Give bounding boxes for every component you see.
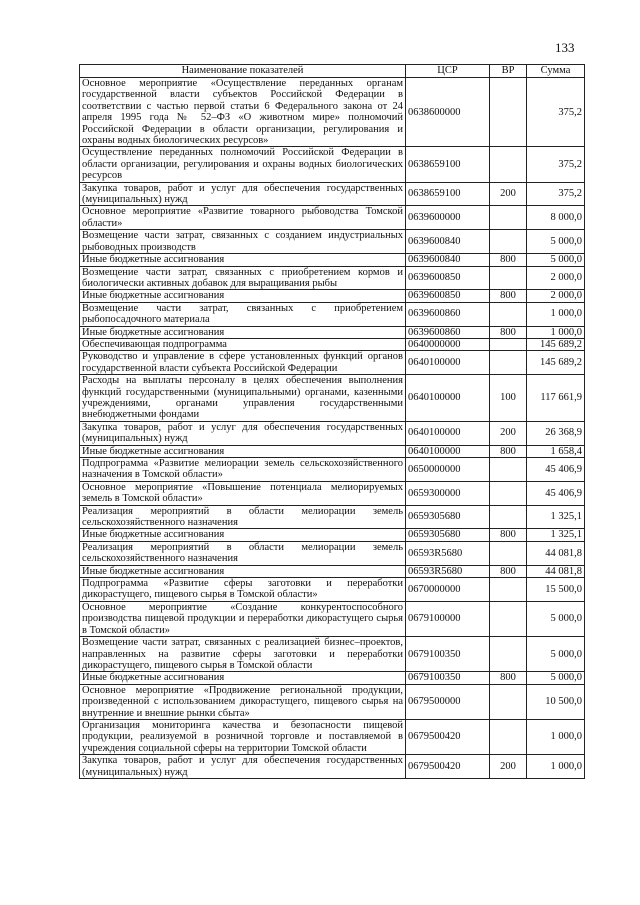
cell-sum: 2 000,0 bbox=[527, 266, 585, 290]
cell-sum: 5 000,0 bbox=[527, 637, 585, 672]
cell-vr bbox=[490, 601, 527, 636]
cell-csr: 0639600840 bbox=[406, 230, 490, 254]
cell-sum: 1 000,0 bbox=[527, 719, 585, 754]
cell-sum: 1 325,1 bbox=[527, 505, 585, 529]
header-csr: ЦСР bbox=[406, 65, 490, 78]
cell-vr: 800 bbox=[490, 445, 527, 457]
cell-vr bbox=[490, 302, 527, 326]
cell-vr bbox=[490, 684, 527, 719]
cell-sum: 8 000,0 bbox=[527, 206, 585, 230]
cell-vr bbox=[490, 481, 527, 505]
table-row bbox=[80, 338, 585, 350]
cell-sum: 5 000,0 bbox=[527, 601, 585, 636]
table-row bbox=[80, 481, 585, 505]
cell-name: Иные бюджетные ассигнования bbox=[80, 290, 406, 302]
cell-sum: 5 000,0 bbox=[527, 230, 585, 254]
table-row bbox=[80, 541, 585, 565]
cell-name: Основное мероприятие «Создание конкурентоспособного производства пищевой продукции и переработки дикорастущего сырья в Томской области» bbox=[80, 601, 406, 636]
cell-name: Возмещение части затрат, связанных с приобретением кормов и биологически активных добавок для выращивания рыбы bbox=[80, 266, 406, 290]
cell-csr: 0638659100 bbox=[406, 147, 490, 182]
cell-csr: 0659305680 bbox=[406, 529, 490, 541]
table-row bbox=[80, 266, 585, 290]
cell-name: Возмещение части затрат, связанных с созданием индустриальных рыбоводных производств bbox=[80, 230, 406, 254]
cell-csr: 0679500420 bbox=[406, 755, 490, 779]
cell-vr: 800 bbox=[490, 326, 527, 338]
cell-name: Иные бюджетные ассигнования bbox=[80, 565, 406, 577]
table-row bbox=[80, 684, 585, 719]
cell-sum: 117 661,9 bbox=[527, 375, 585, 422]
table-body bbox=[80, 78, 585, 779]
cell-sum: 5 000,0 bbox=[527, 254, 585, 266]
cell-sum: 145 689,2 bbox=[527, 351, 585, 375]
cell-name: Основное мероприятие «Продвижение региональной продукции, произведенной с использованием дикорастущего, пищевого сырья на внутренние и внешние рынки сбыта» bbox=[80, 684, 406, 719]
cell-name: Организация мониторинга качества и безопасности пищевой продукции, реализуемой в розничной торговле и поставляемой в учреждения социальной сферы на территории Томской области bbox=[80, 719, 406, 754]
header-sum: Сумма bbox=[527, 65, 585, 78]
cell-csr: 0679100350 bbox=[406, 637, 490, 672]
cell-sum: 375,2 bbox=[527, 78, 585, 147]
cell-csr: 0670000000 bbox=[406, 578, 490, 602]
cell-name: Иные бюджетные ассигнования bbox=[80, 254, 406, 266]
cell-name: Закупка товаров, работ и услуг для обеспечения государственных (муниципальных) нужд bbox=[80, 755, 406, 779]
cell-sum: 44 081,8 bbox=[527, 565, 585, 577]
cell-name: Иные бюджетные ассигнования bbox=[80, 672, 406, 684]
cell-name: Подпрограмма «Развитие мелиорации земель сельскохозяйственного назначения в Томской области» bbox=[80, 458, 406, 482]
cell-csr: 0659305680 bbox=[406, 505, 490, 529]
cell-name: Иные бюджетные ассигнования bbox=[80, 326, 406, 338]
cell-csr: 0638600000 bbox=[406, 78, 490, 147]
cell-vr bbox=[490, 541, 527, 565]
cell-vr: 800 bbox=[490, 254, 527, 266]
cell-name: Расходы на выплаты персоналу в целях обеспечения выполнения функций государственными (муниципальными) органами, казенными учреждениями, органами управления государственными внебюджетными фондами bbox=[80, 375, 406, 422]
cell-name: Подпрограмма «Развитие сферы заготовки и переработки дикорастущего, пищевого сырья в Томской области» bbox=[80, 578, 406, 602]
cell-csr: 0640100000 bbox=[406, 421, 490, 445]
cell-csr: 0679100000 bbox=[406, 601, 490, 636]
cell-sum: 45 406,9 bbox=[527, 458, 585, 482]
cell-vr bbox=[490, 578, 527, 602]
cell-sum: 2 000,0 bbox=[527, 290, 585, 302]
cell-csr: 0639600860 bbox=[406, 302, 490, 326]
cell-vr: 800 bbox=[490, 529, 527, 541]
cell-csr: 06593R5680 bbox=[406, 541, 490, 565]
table-row bbox=[80, 529, 585, 541]
cell-csr: 0639600860 bbox=[406, 326, 490, 338]
table-row bbox=[80, 375, 585, 422]
cell-vr: 100 bbox=[490, 375, 527, 422]
cell-name: Осуществление переданных полномочий Российской Федерации в области организации, регулирования и охраны водных биологических ресурсов bbox=[80, 147, 406, 182]
cell-vr bbox=[490, 78, 527, 147]
table-row bbox=[80, 206, 585, 230]
cell-name: Основное мероприятие «Повышение потенциала мелиорируемых земель в Томской области» bbox=[80, 481, 406, 505]
table-row bbox=[80, 78, 585, 147]
table-row bbox=[80, 302, 585, 326]
cell-csr: 0639600850 bbox=[406, 266, 490, 290]
table-row bbox=[80, 421, 585, 445]
cell-csr: 0640000000 bbox=[406, 338, 490, 350]
table-row bbox=[80, 351, 585, 375]
cell-csr: 0650000000 bbox=[406, 458, 490, 482]
cell-name: Реализация мероприятий в области мелиорации земель сельскохозяйственного назначения bbox=[80, 541, 406, 565]
cell-vr bbox=[490, 351, 527, 375]
cell-csr: 0640100000 bbox=[406, 445, 490, 457]
cell-sum: 1 325,1 bbox=[527, 529, 585, 541]
table-row bbox=[80, 326, 585, 338]
cell-vr: 800 bbox=[490, 565, 527, 577]
cell-vr bbox=[490, 637, 527, 672]
table-row bbox=[80, 601, 585, 636]
table-row bbox=[80, 445, 585, 457]
table-row bbox=[80, 565, 585, 577]
cell-sum: 375,2 bbox=[527, 147, 585, 182]
cell-csr: 0679100350 bbox=[406, 672, 490, 684]
table-row bbox=[80, 672, 585, 684]
cell-name: Возмещение части затрат, связанных с реализацией бизнес–проектов, направленных на развитие сферы заготовки и переработки дикорастущего, пищевого сырья в Томской области bbox=[80, 637, 406, 672]
cell-vr bbox=[490, 338, 527, 350]
cell-sum: 15 500,0 bbox=[527, 578, 585, 602]
table-row bbox=[80, 637, 585, 672]
cell-vr: 200 bbox=[490, 182, 527, 206]
cell-csr: 0679500000 bbox=[406, 684, 490, 719]
cell-name: Руководство и управление в сфере установленных функций органов государственной власти субъекта Российской Федерации bbox=[80, 351, 406, 375]
table-row bbox=[80, 719, 585, 754]
header-name: Наименование показателей bbox=[80, 65, 406, 78]
cell-vr bbox=[490, 505, 527, 529]
cell-sum: 1 000,0 bbox=[527, 755, 585, 779]
cell-name: Иные бюджетные ассигнования bbox=[80, 529, 406, 541]
cell-csr: 0639600000 bbox=[406, 206, 490, 230]
cell-vr: 800 bbox=[490, 672, 527, 684]
table-row bbox=[80, 578, 585, 602]
cell-vr bbox=[490, 266, 527, 290]
cell-csr: 06593R5680 bbox=[406, 565, 490, 577]
cell-sum: 26 368,9 bbox=[527, 421, 585, 445]
cell-csr: 0640100000 bbox=[406, 351, 490, 375]
cell-sum: 1 658,4 bbox=[527, 445, 585, 457]
cell-csr: 0659300000 bbox=[406, 481, 490, 505]
cell-sum: 1 000,0 bbox=[527, 302, 585, 326]
cell-vr bbox=[490, 719, 527, 754]
budget-table bbox=[79, 64, 585, 779]
table-row bbox=[80, 254, 585, 266]
cell-csr: 0638659100 bbox=[406, 182, 490, 206]
cell-vr: 800 bbox=[490, 290, 527, 302]
cell-sum: 10 500,0 bbox=[527, 684, 585, 719]
page-number: 133 bbox=[555, 40, 575, 55]
cell-sum: 375,2 bbox=[527, 182, 585, 206]
table-row bbox=[80, 147, 585, 182]
cell-sum: 45 406,9 bbox=[527, 481, 585, 505]
cell-csr: 0639600840 bbox=[406, 254, 490, 266]
cell-sum: 5 000,0 bbox=[527, 672, 585, 684]
cell-name: Обеспечивающая подпрограмма bbox=[80, 338, 406, 350]
cell-csr: 0639600850 bbox=[406, 290, 490, 302]
cell-csr: 0679500420 bbox=[406, 719, 490, 754]
table-row bbox=[80, 230, 585, 254]
cell-sum: 145 689,2 bbox=[527, 338, 585, 350]
cell-name: Закупка товаров, работ и услуг для обеспечения государственных (муниципальных) нужд bbox=[80, 421, 406, 445]
cell-csr: 0640100000 bbox=[406, 375, 490, 422]
table-row bbox=[80, 458, 585, 482]
table-row bbox=[80, 182, 585, 206]
cell-vr: 200 bbox=[490, 421, 527, 445]
cell-name: Основное мероприятие «Осуществление переданных органам государственной власти субъектов Российской Федерации в соответствии с частью первой статьи 6 Федерального закона от 24 апреля 1995 года № 52–ФЗ «О животном мире» полномочий Российской Федерации в области организации, регулирования и охраны водных биологических ресурсов» bbox=[80, 78, 406, 147]
cell-vr bbox=[490, 147, 527, 182]
table-row bbox=[80, 505, 585, 529]
cell-sum: 44 081,8 bbox=[527, 541, 585, 565]
cell-vr bbox=[490, 458, 527, 482]
cell-name: Закупка товаров, работ и услуг для обеспечения государственных (муниципальных) нужд bbox=[80, 182, 406, 206]
cell-name: Реализация мероприятий в области мелиорации земель сельскохозяйственного назначения bbox=[80, 505, 406, 529]
table-row bbox=[80, 290, 585, 302]
cell-vr: 200 bbox=[490, 755, 527, 779]
table-row bbox=[80, 755, 585, 779]
cell-vr bbox=[490, 230, 527, 254]
cell-vr bbox=[490, 206, 527, 230]
cell-name: Основное мероприятие «Развитие товарного рыбоводства Томской области» bbox=[80, 206, 406, 230]
cell-sum: 1 000,0 bbox=[527, 326, 585, 338]
cell-name: Иные бюджетные ассигнования bbox=[80, 445, 406, 457]
header-vr: ВР bbox=[490, 65, 527, 78]
cell-name: Возмещение части затрат, связанных с приобретением рыбопосадочного материала bbox=[80, 302, 406, 326]
table-header-row bbox=[80, 65, 585, 78]
